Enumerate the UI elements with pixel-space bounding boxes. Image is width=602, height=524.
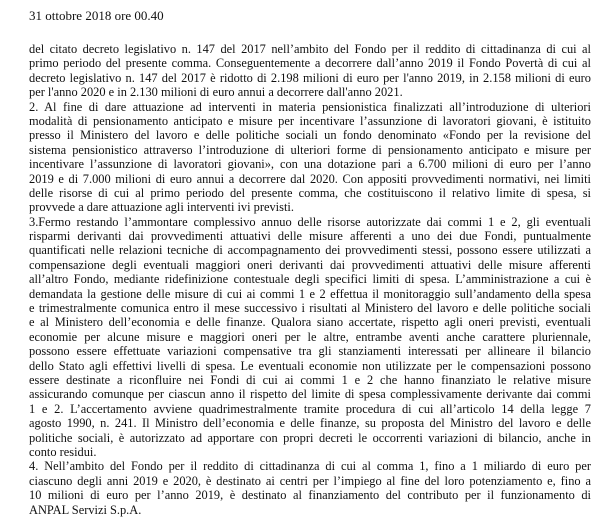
text-line: per l'anno 2020 e in 2.130 milioni di euro annui a decorrere dall'anno 2021. — [29, 85, 403, 100]
text-line: 2. Al fine di dare attuazione ad interventi in materia pensionistica finalizzati all’introduzione di ulteriori — [29, 99, 591, 114]
text-line: agosto 1990, n. 241. Il Ministro dell’economia e delle finanze, su proposta del Ministro del lavoro e delle — [29, 416, 591, 431]
text-line: delle risorse di cui al primo periodo del presente comma, che costituiscono il relativo limite di spesa, si — [29, 185, 591, 200]
text-line: politiche sociali, è autorizzato ad apportare con propri decreti le occorrenti variazioni di bilancio, anche in — [29, 430, 591, 445]
text-line: conto residui. — [29, 444, 97, 459]
text-line: e trimestralmente comunica entro il mese successivo i risultati al Ministero del lavoro e delle politiche sociali — [29, 301, 591, 316]
text-line: 10 milioni di euro per l’anno 2019, è destinato al finanziamento del contributo per il funzionamento di — [29, 488, 591, 503]
document-body — [29, 42, 591, 517]
text-line: ANPAL Servizi S.p.A. — [29, 502, 142, 517]
text-line: decreto legislativo n. 147 del 2017 è ridotto di 2.198 milioni di euro per l'anno 2019, in 2.158 milioni di euro — [29, 70, 591, 85]
text-line: ciascuno degli anni 2019 e 2020, è destinato ai centri per l’impiego al fine del loro potenziamento e, fino a — [29, 473, 591, 488]
text-line: 4. Nell’ambito del Fondo per il reddito di cittadinanza di cui al comma 1, fino a 1 miliardo di euro per — [29, 459, 591, 474]
text-line: compensazione degli eventuali maggiori oneri derivanti dai provvedimenti attuativi delle misure afferenti — [29, 257, 591, 272]
text-line: dello Stato agli effettivi livelli di spesa. Le eventuali economie non utilizzate per le compensazioni possono — [29, 358, 591, 373]
text-line: presso il Ministero del lavoro e delle politiche sociali un fondo denominato «Fondo per la revisione del — [29, 128, 591, 143]
text-line: quantificati nelle relazioni tecniche di accompagnamento dei provvedimenti stessi, possono essere utilizzati a — [29, 243, 591, 258]
text-line: assicurando comunque per ciascun anno il rispetto del limite di spesa complessivamente derivante dai commi — [29, 387, 591, 402]
text-line: del citato decreto legislativo n. 147 del 2017 nell’ambito del Fondo per il reddito di cittadinanza di cui al — [29, 42, 591, 56]
text-line: possono essere effettuate variazioni compensative tra gli stanziamenti interessati per allineare il bilancio — [29, 344, 591, 359]
text-line: provvede a dare attuazione agli interventi ivi previsti. — [29, 200, 294, 215]
text-line: economie per alcune misure e maggiori oneri per le altre, entrambe aventi anche carattere pluriennale, — [29, 329, 591, 344]
text-line: incentivare l’assunzione di lavoratori giovani», con una dotazione pari a 6.700 milioni di euro per l’anno — [29, 157, 591, 172]
page-header-datetime: 31 ottobre 2018 ore 00.40 — [29, 8, 164, 23]
text-line: e al Ministero dell’economia e delle finanze. Qualora siano accertate, rispetto agli oneri previsti, eventuali — [29, 315, 591, 330]
text-line: 1 e 2. L’accertamento avviene quadrimestralmente tramite procedura di cui all’articolo 14 della legge 7 — [29, 401, 591, 416]
text-line: demandata la gestione delle misure di cui ai commi 1 e 2 effettua il monitoraggio sull’andamento della spesa — [29, 286, 591, 301]
text-line: 2019 e di 7.000 milioni di euro annui a decorrere dal 2020. Con appositi provvedimenti normativi, nei limiti — [29, 171, 591, 186]
text-line: essere destinate a riconfluire nei Fondi di cui ai commi 1 e 2 che hanno finanziato le relative misure — [29, 372, 591, 387]
text-line: all’altro Fondo, mediante ridefinizione contestuale degli specifici limiti di spesa. L’amministrazione a cui è — [29, 272, 591, 287]
text-line: modalità di pensionamento anticipato e misure per incentivare l’assunzione di lavoratori giovani, è istituito — [29, 113, 591, 128]
text-line: primo periodo del presente comma. Conseguentemente a decorrere dall’anno 2019 il Fondo Povertà di cui al — [29, 56, 591, 71]
text-line: risparmi derivanti dai provvedimenti attuativi delle misure afferenti a uno dei due Fondi, puntualmente — [29, 229, 591, 244]
text-line: 3.Fermo restando l’ammontare complessivo annuo delle risorse autorizzate dai commi 1 e 2, gli eventuali — [29, 214, 591, 229]
text-line: sistema pensionistico attraverso l’introduzione di ulteriori forme di pensionamento anticipato e misure per — [29, 142, 591, 157]
